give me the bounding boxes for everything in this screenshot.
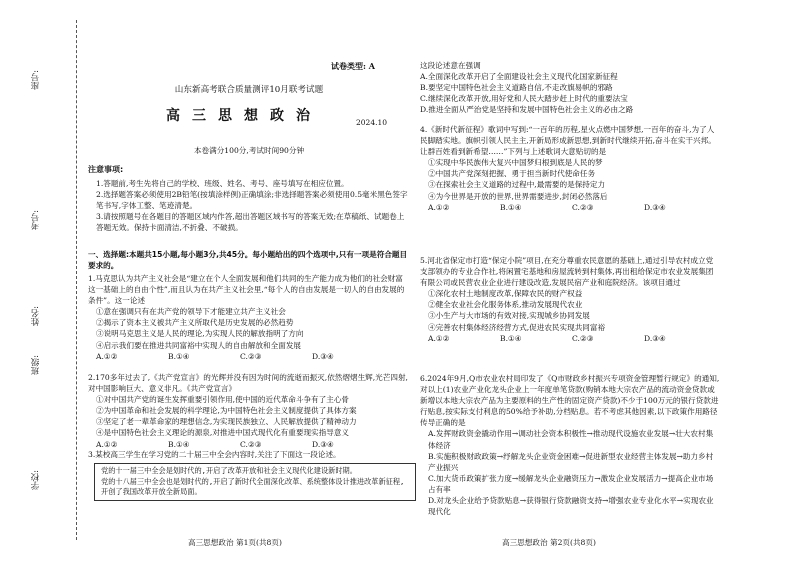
question-item: ③在探索社会主义道路的过程中,最需要的是保持定力 [428, 180, 606, 190]
question-item: ①意在强调只有在共产党的领导下才能建立共产主义社会 [96, 307, 286, 317]
question-6 [420, 373, 720, 517]
option-b[interactable]: B.①④ [168, 439, 190, 449]
answer-options [420, 202, 720, 213]
option-a[interactable]: A.①② [96, 351, 118, 361]
paper-type: 试卷类型: A [331, 61, 375, 71]
class-field[interactable]: 班级: [31, 355, 41, 375]
option-b[interactable]: B.①④ [500, 202, 522, 212]
option-d[interactable]: D.推进全面从严治党是坚持和发展中国特色社会主义的必由之路 [420, 105, 634, 115]
question-5 [420, 255, 720, 344]
question-item: ③小生产与大市场的有效对接,实现城乡协同发展 [428, 311, 590, 321]
option-d[interactable]: D.③④ [312, 439, 334, 449]
notice-item: 2.选择题答案必须使用2B铅笔(按填涂样例)正确填涂;非选择题答案必须使用0.5毫米黑色签字笔书写,字体工整、笔迹清楚。 [96, 190, 408, 211]
notice-item: 3.请按照题号在各题目的答题区域内作答,超出答题区域书写的答案无效;在草稿纸、试题卷上答题无效。保持卡面清洁,不折叠、不破损。 [96, 212, 405, 233]
option-c[interactable]: C.继续深化改革开放,用好党和人民大踏步赶上时代的重要法宝 [420, 94, 628, 104]
option-a[interactable]: A.①② [96, 439, 118, 449]
question-item: ③说明马克思主义是人民的理论,为实现人民的解放指明了方向 [96, 329, 304, 339]
question-item: ④启示我们要在推进共同富裕中实现人的自由解放和全面发展 [96, 340, 302, 350]
notice-item: 1.答题前,考生先将自己的学校、班级、姓名、考号、座号填写在相应位置。 [96, 179, 349, 188]
score-line: 本卷满分100分,考试时间90分钟 [193, 146, 305, 155]
notice-title: 注意事项: [88, 165, 124, 174]
question-4 [420, 124, 720, 213]
question-item: ②为中国革命和社会发展的科学理论,为中国特色社会主义制度提供了具体方案 [96, 406, 357, 416]
option-b[interactable]: B.要坚定中国特色社会主义道路自信,不走改旗易帜的邪路 [420, 83, 613, 93]
quote-line: 党的十八届三中全会也是划时代的,开启了新时代全面深化改革、系统整体设计推进改革新征程,开创了我国改革开放全新局面。 [101, 476, 405, 497]
name-field[interactable]: 姓名: [31, 306, 41, 326]
question-item: ④是中国特色社会主义理论的源泉,对推进中国式现代化有重要现实指导意义 [96, 428, 350, 438]
page-footer: 高三思想政治 第1页(共8页) [188, 538, 282, 547]
option-b[interactable]: B.①④ [168, 351, 190, 361]
option-b[interactable]: B.实施积极财政政策→纾解龙头企业资金困难→促进新型农业经营主体发展→助力乡村产业振兴 [428, 451, 714, 472]
answer-options [420, 333, 720, 344]
question-stem: 1.马克思认为共产主义社会是“建立在个人全面发展和他们共同的生产能力成为他们的社会财富这一基础上的自由个性”,而且认为在共产主义社会里,“每个人的自由发展是一切人的自由发展的条件”。这一论述 [88, 274, 405, 306]
question-item: ③坚定了老一辈革命家的理想信念,为实现民族独立、人民解放提供了精神动力 [96, 417, 357, 427]
question-item: ①深化农村土地制度改革,保障农民的财产权益 [428, 289, 583, 299]
answer-options [88, 439, 410, 450]
option-b[interactable]: B.①④ [500, 333, 522, 343]
option-d[interactable]: D.对龙头企业给予贷款贴息→获得银行贷款融资支持→增强农业专业化水平→实现农业现代化 [428, 496, 714, 517]
question-2 [88, 372, 410, 450]
option-a[interactable]: A.①② [428, 333, 450, 343]
option-a[interactable]: A.全面深化改革开启了全面建设社会主义现代化国家新征程 [420, 72, 618, 82]
exam-title: 山东新高考联合质量测评10月联考试题 [174, 85, 324, 95]
question-item: ②揭示了资本主义被共产主义所取代是历史发展的必然趋势 [96, 318, 294, 328]
exam-number-field[interactable]: 考号: [31, 210, 41, 230]
seat-number-field[interactable]: 座号: [31, 70, 41, 90]
question-3 [88, 449, 410, 460]
question-stem: 3.某校高三学生在学习党的二十届三中全会内容时,关注了下面这一段论述。 [88, 450, 341, 459]
option-a[interactable]: A.发挥财政资金撬动作用→调动社会资本积极性→推动现代设施农业发展→壮大农村集体经济 [428, 429, 714, 450]
page-footer: 高三思想政治 第2页(共8页) [502, 538, 596, 547]
question-item: ①实现中华民族伟大复兴中国梦归根到底是人民的梦 [428, 158, 603, 168]
question-item: ④完善农村集体经济经营方式,促进农民实现共同富裕 [428, 322, 606, 332]
question-stem: 5.河北省保定市打造“保定小院”项目,在充分尊重农民意愿的基础上,通过引导农村成立党支部领办的专业合作社,将闲置宅基地和房屋流转到村集体,再出租给保定市农业发展集团有限公司或民营农业企业进行建设改造,发展民宿产业和庭院经济。该项目通过 [420, 256, 714, 288]
question-item: ②中国共产党深刻把握、勇于担当新时代使命任务 [428, 169, 596, 179]
binding-margin [0, 0, 86, 566]
option-d[interactable]: D.③④ [644, 333, 666, 343]
question-stem: 6.2024年9月,Q市农业农村局印发了《Q市财政乡村振兴专项资金管理暂行规定》的通知,对以上(1)农业产业化龙头企业上一年度单笔贷款(购销本地大宗农产品的流动资金贷款或新增以本地大宗农产品为主要原料的生产性的固定资产贷款)不少于100万元的银行贷款进行贴息,按实际支付利息的50%给予补助,分档贴息。若不考虑其他因素,以下政策作用路径传导正确的是 [420, 374, 720, 428]
quote-box [94, 463, 416, 501]
option-c[interactable]: C.加大货币政策扩张力度→缓解龙头企业融资压力→激发企业发展活力→提高企业市场占有率 [428, 473, 714, 494]
option-c[interactable]: C.②③ [572, 333, 594, 343]
binding-cut-line [76, 20, 77, 540]
option-c[interactable]: C.②③ [240, 439, 262, 449]
answer-options [88, 351, 410, 362]
subject-title: 高三思想政治 [166, 108, 322, 124]
question-1 [88, 273, 410, 362]
question-item: ②健全农业社会化服务体系,推动发展现代农业 [428, 300, 583, 310]
question-stem: 这段论述意在强调 [420, 61, 481, 70]
question-item: ①对中国共产党的诞生发挥重要引领作用,使中国的近代革命斗争有了主心骨 [96, 395, 350, 405]
notice-list [88, 178, 410, 233]
option-c[interactable]: C.②③ [240, 351, 262, 361]
option-c[interactable]: C.②③ [572, 202, 594, 212]
section-1-header: 一、选择题:本题共15小题,每小题3分,共45分。每小题给出的四个选项中,只有一项是符合题目要求的。 [88, 250, 408, 270]
option-d[interactable]: D.③④ [644, 202, 666, 212]
school-field[interactable]: 学校: [31, 470, 41, 490]
option-d[interactable]: D.③④ [312, 351, 334, 361]
exam-date: 2024.10 [356, 118, 388, 127]
option-a[interactable]: A.①② [428, 202, 450, 212]
question-stem: 2.170多年过去了,《共产党宣言》的光辉并没有因为时间的流逝而振灭,依然熠熠生辉,光芒四射,对中国影响巨大、意义非凡。《共产党宣言》 [88, 373, 408, 394]
question-3-continued [420, 60, 720, 115]
question-item: ④为今世界是开放的世界,世界需要进步,封闭必然落后 [428, 191, 608, 201]
question-stem: 4.《新时代新征程》歌词中写到:“一百年的历程,星火点燃中国梦想,一百年的奋斗,为了人民脚踏实地。旗帜引领人民主主,开新局形成新思想,到新时代继续开拓,奋斗在实干兴邦。让群百姓看到新希望……”下列与上述歌词大意贴切的是 [420, 125, 716, 157]
quote-line: 党的十一届三中全会是划时代的,开启了改革开放和社会主义现代化建设新时期。 [101, 466, 357, 475]
